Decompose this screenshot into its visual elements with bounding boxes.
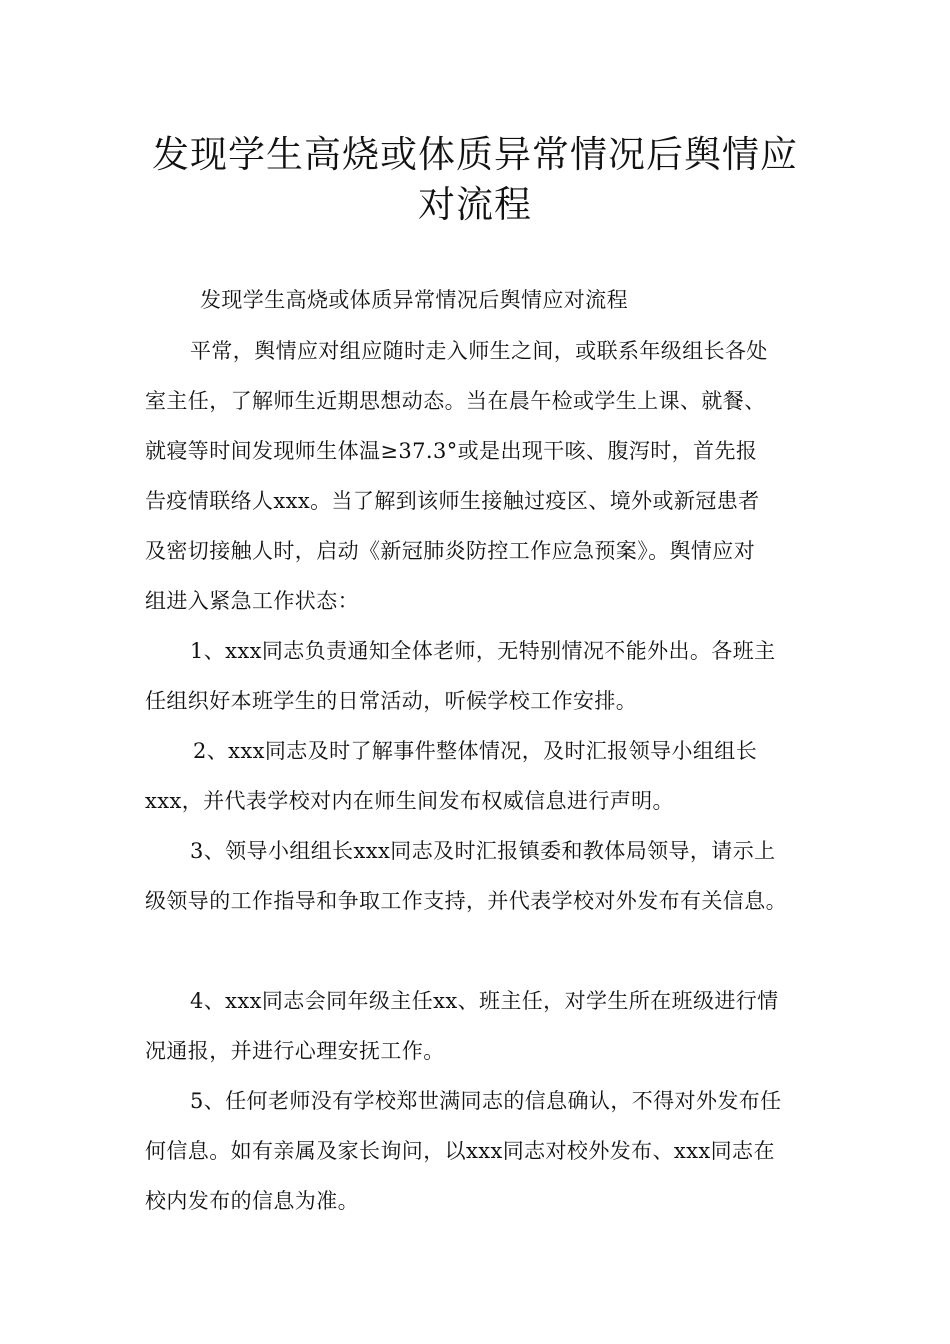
item-4-line-2: 况通报，并进行心理安抚工作。 <box>145 1039 445 1063</box>
item-1-line-2: 任组织好本班学生的日常活动，听候学校工作安排。 <box>145 689 638 713</box>
intro-line-4: 告疫情联络人xxx。当了解到该师生接触过疫区、境外或新冠患者 <box>145 489 760 513</box>
item-3-line-1: 3、领导小组组长xxx同志及时汇报镇委和教体局领导，请示上 <box>190 839 776 863</box>
item-5-line-2: 何信息。如有亲属及家长询问，以xxx同志对校外发布、xxx同志在 <box>145 1139 775 1163</box>
document-title-line-1: 发现学生高烧或体质异常情况后舆情应 <box>152 133 798 176</box>
intro-line-2: 室主任，了解师生近期思想动态。当在晨午检或学生上课、就餐、 <box>145 389 766 413</box>
item-1-line-1: 1、xxx同志负责通知全体老师，无特别情况不能外出。各班主 <box>190 639 776 663</box>
item-2-line-2: xxx，并代表学校对内在师生间发布权威信息进行声明。 <box>145 789 674 813</box>
intro-line-1: 平常，舆情应对组应随时走入师生之间，或联系年级组长各处 <box>190 339 768 363</box>
item-4-line-1: 4、xxx同志会同年级主任xx、班主任，对学生所在班级进行情 <box>190 989 779 1013</box>
intro-line-6: 组进入紧急工作状态： <box>145 589 359 613</box>
document-subtitle: 发现学生高烧或体质异常情况后舆情应对流程 <box>200 288 628 312</box>
item-5-line-1: 5、任何老师没有学校郑世满同志的信息确认，不得对外发布任 <box>190 1089 782 1113</box>
intro-line-5: 及密切接触人时，启动《新冠肺炎防控工作应急预案》。舆情应对 <box>145 539 756 563</box>
item-2-line-1: 2、xxx同志及时了解事件整体情况，及时汇报领导小组组长 <box>193 739 758 763</box>
intro-line-3: 就寝等时间发现师生体温≥37.3°或是出现干咳、腹泻时，首先报 <box>145 439 758 463</box>
item-5-line-3: 校内发布的信息为准。 <box>145 1189 359 1213</box>
item-3-line-2: 级领导的工作指导和争取工作支持，并代表学校对外发布有关信息。 <box>145 889 787 913</box>
document-title-line-2: 对流程 <box>418 183 532 226</box>
